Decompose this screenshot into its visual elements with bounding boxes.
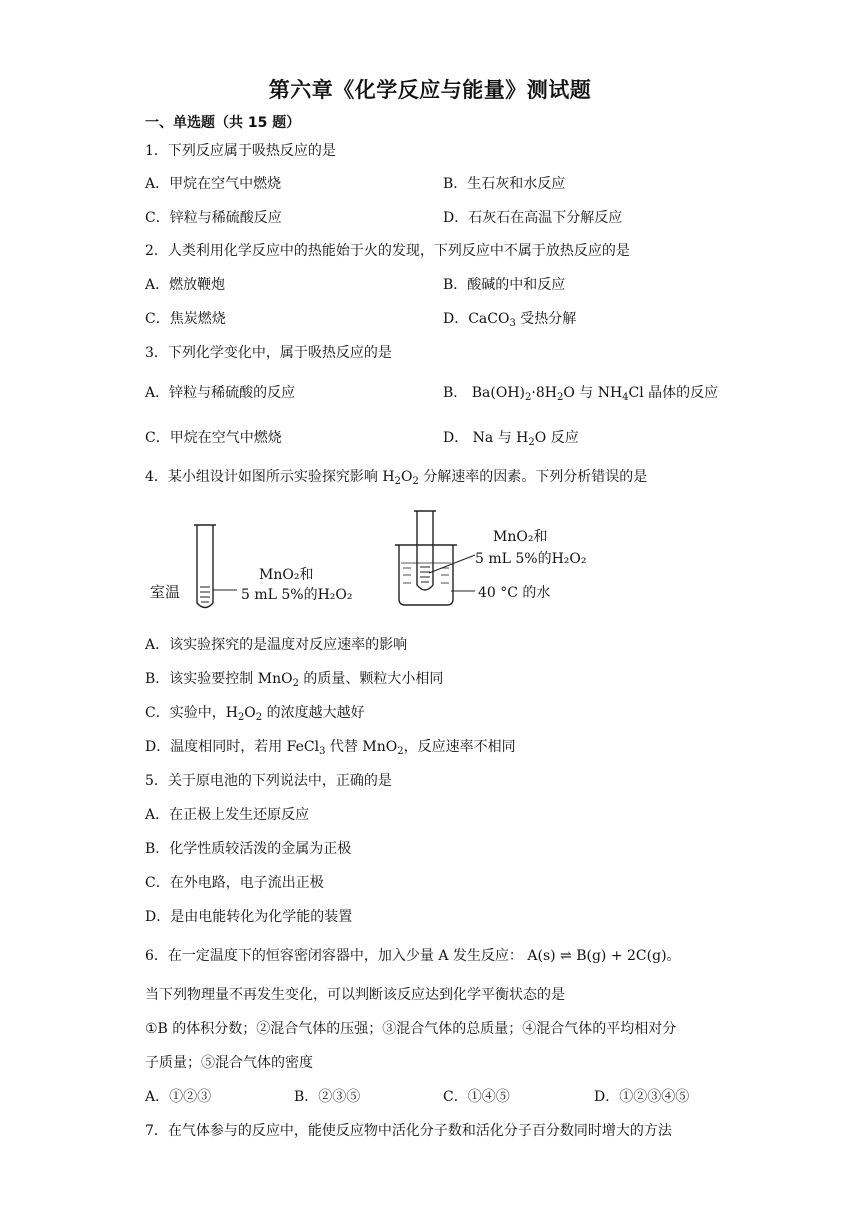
fig-left-line1: MnO₂和: [259, 567, 314, 583]
q1-option-b[interactable]: B．生石灰和水反应: [443, 176, 566, 192]
q6-option-a[interactable]: A．①②③: [145, 1089, 212, 1105]
q3-option-c[interactable]: C．甲烷在空气中燃烧: [145, 430, 282, 446]
page-title: 第六章《化学反应与能量》测试题: [268, 78, 592, 102]
section-heading: 一、单选题（共 15 题）: [145, 115, 301, 131]
q4-option-c[interactable]: C．实验中，$H_2O_2$ 的浓度越大越好: [145, 705, 365, 723]
fig-right-pointer-tube: [429, 555, 475, 573]
q2-option-d[interactable]: D．CaCO$_3$ 受热分解: [443, 311, 577, 329]
q6-line4: 子质量；⑤混合气体的密度: [145, 1055, 313, 1071]
q4-option-b[interactable]: B．该实验要控制 MnO$_2$ 的质量、颗粒大小相同: [145, 671, 444, 689]
fig-left-label: 室温: [150, 583, 181, 601]
q6-line2: 当下列物理量不再发生变化，可以判断该反应达到化学平衡状态的是: [145, 987, 565, 1003]
q3-option-b[interactable]: B． $Ba(OH)_2\cdot 8H_2O$ 与 $NH_4Cl$ 晶体的反应: [443, 385, 719, 403]
test-tube-left: [194, 525, 216, 608]
q3-stem: 3．下列化学变化中，属于吸热反应的是: [145, 345, 392, 361]
q3-option-d[interactable]: D． Na 与 $H_2O$ 反应: [443, 430, 579, 448]
q2-option-c[interactable]: C．焦炭燃烧: [145, 311, 226, 327]
fig-left-line2: 5 mL 5%的H₂O₂: [241, 587, 353, 603]
q6-stem: 6．在一定温度下的恒容密闭容器中，加入少量 A 发生反应： A(s) ⇌ B(g) + 2C(g)。: [145, 948, 681, 964]
q5-stem: 5．关于原电池的下列说法中，正确的是: [145, 773, 392, 789]
q5-option-b[interactable]: B．化学性质较活泼的金属为正极: [145, 841, 352, 857]
fig-right-line2: 5 mL 5%的H₂O₂: [475, 551, 587, 567]
q2-option-b[interactable]: B．酸碱的中和反应: [443, 277, 566, 293]
q1-stem: 1．下列反应属于吸热反应的是: [145, 143, 336, 159]
q6-option-c[interactable]: C．①④⑤: [443, 1089, 510, 1105]
q1-option-d[interactable]: D．石灰石在高温下分解反应: [443, 210, 623, 226]
q6-option-d[interactable]: D．①②③④⑤: [594, 1089, 690, 1105]
fig-right-line3: 40 °C 的水: [478, 585, 551, 601]
q5-option-d[interactable]: D．是由电能转化为化学能的装置: [145, 909, 353, 925]
q4-stem: 4．某小组设计如图所示实验探究影响 $H_2O_2$ 分解速率的因素。下列分析错误的是: [145, 469, 648, 487]
q4-option-d[interactable]: D．温度相同时，若用 FeCl$_3$ 代替 MnO$_2$，反应速率不相同: [145, 739, 516, 757]
q1-option-c[interactable]: C．锌粒与稀硫酸反应: [145, 210, 282, 226]
fig-right-line1: MnO₂和: [493, 529, 548, 545]
q2-option-a[interactable]: A．燃放鞭炮: [145, 277, 226, 293]
q6-line3: ①B 的体积分数；②混合气体的压强；③混合气体的总质量；④混合气体的平均相对分: [145, 1021, 677, 1037]
q3-option-a[interactable]: A．锌粒与稀硫酸的反应: [145, 385, 296, 401]
q2-stem: 2．人类利用化学反应中的热能始于火的发现，下列反应中不属于放热反应的是: [145, 243, 630, 259]
q6-option-b[interactable]: B．②③⑤: [294, 1089, 361, 1105]
q4-option-a[interactable]: A．该实验探究的是温度对反应速率的影响: [145, 637, 408, 653]
q5-option-c[interactable]: C．在外电路，电子流出正极: [145, 875, 324, 891]
q1-option-a[interactable]: A．甲烷在空气中燃烧: [145, 176, 282, 192]
experiment-figure: [145, 505, 595, 615]
q5-option-a[interactable]: A．在正极上发生还原反应: [145, 807, 310, 823]
q7-stem: 7．在气体参与的反应中，能使反应物中活化分子数和活化分子百分数同时增大的方法: [145, 1123, 672, 1139]
beaker-right: [395, 511, 457, 605]
